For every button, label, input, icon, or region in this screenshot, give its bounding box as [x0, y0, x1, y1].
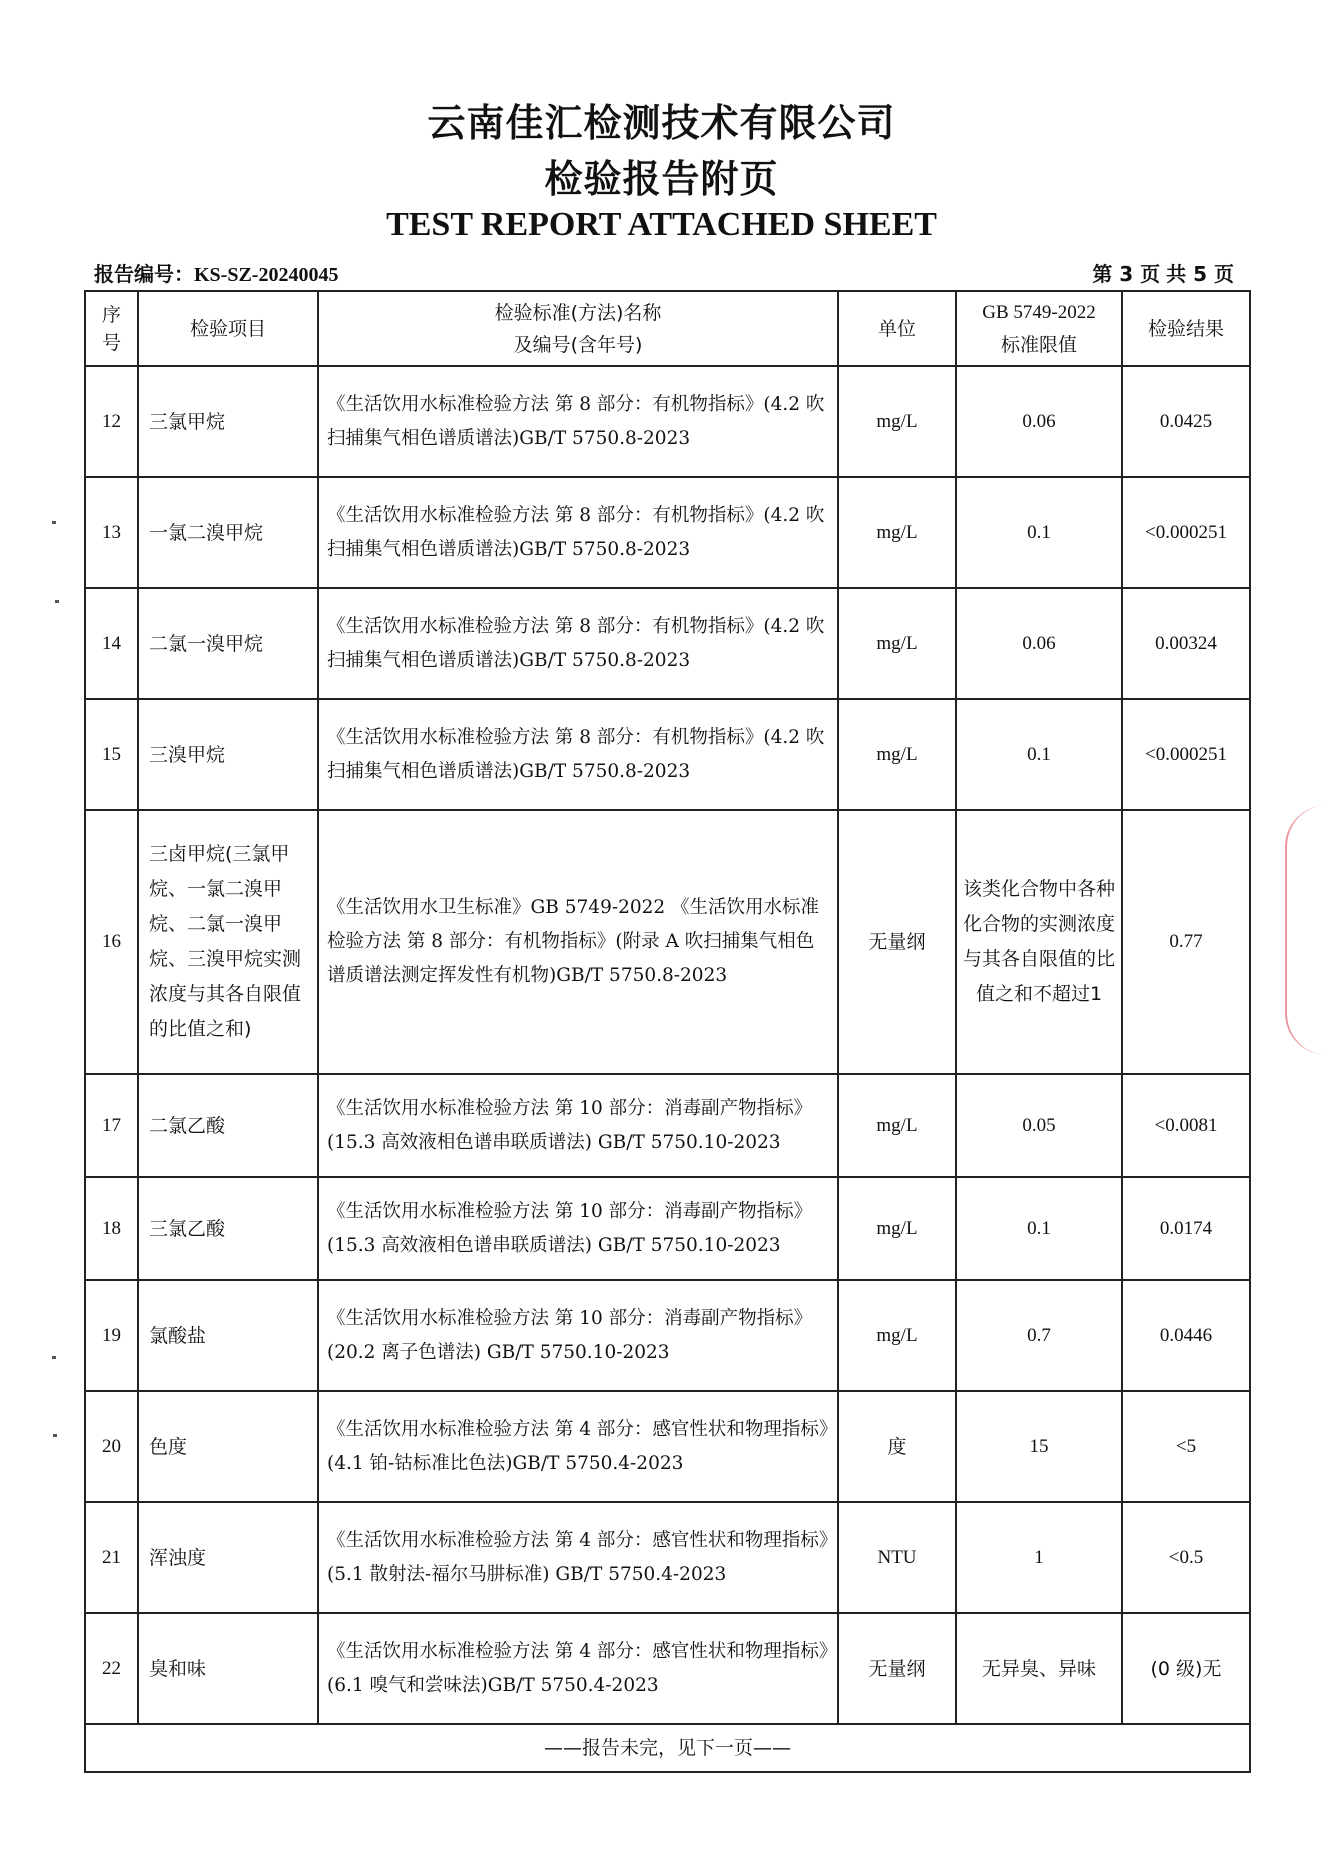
- row-limit: 无异臭、异味: [956, 1613, 1122, 1724]
- row-unit: mg/L: [838, 699, 956, 810]
- header-limit-line1: GB 5749-2022: [982, 301, 1096, 323]
- row-result: (0 级)无: [1122, 1613, 1250, 1724]
- header-method-line2: 及编号(含年号): [513, 333, 643, 356]
- row-limit: 0.05: [956, 1074, 1122, 1177]
- row-result: <5: [1122, 1391, 1250, 1502]
- header-item: 检验项目: [138, 291, 318, 366]
- row-method: 《生活饮用水标准检验方法 第 4 部分：感官性状和物理指标》(6.1 嗅气和尝味法)GB/T 5750.4-2023: [318, 1613, 838, 1724]
- row-result: <0.5: [1122, 1502, 1250, 1613]
- table-row: [85, 366, 1250, 477]
- row-item: 一氯二溴甲烷: [138, 477, 318, 588]
- row-limit: 15: [956, 1391, 1122, 1502]
- row-result: 0.77: [1122, 810, 1250, 1074]
- row-item: 三氯甲烷: [138, 366, 318, 477]
- table-row: [85, 477, 1250, 588]
- row-seq: 17: [85, 1074, 138, 1177]
- row-limit: 0.06: [956, 366, 1122, 477]
- row-method: 《生活饮用水标准检验方法 第 8 部分：有机物指标》(4.2 吹扫捕集气相色谱质谱法)GB/T 5750.8-2023: [318, 699, 838, 810]
- report-title-cn: 检验报告附页: [544, 157, 779, 201]
- row-unit: mg/L: [838, 1074, 956, 1177]
- report-continued-note: ——报告未完，见下一页——: [85, 1724, 1250, 1772]
- header-seq: [85, 291, 138, 366]
- row-limit: 该类化合物中各种化合物的实测浓度与其各自限值的比值之和不超过1: [956, 810, 1122, 1074]
- scan-speck: [55, 600, 59, 603]
- row-item: 臭和味: [138, 1613, 318, 1724]
- row-seq: 12: [85, 366, 138, 477]
- report-title-en: TEST REPORT ATTACHED SHEET: [386, 206, 937, 243]
- row-method: 《生活饮用水标准检验方法 第 8 部分：有机物指标》(4.2 吹扫捕集气相色谱质谱法)GB/T 5750.8-2023: [318, 366, 838, 477]
- row-method: 《生活饮用水标准检验方法 第 4 部分：感官性状和物理指标》(4.1 铂-钴标准比色法)GB/T 5750.4-2023: [318, 1391, 838, 1502]
- header-result: 检验结果: [1122, 291, 1250, 366]
- row-unit: mg/L: [838, 1177, 956, 1280]
- table-row: [85, 1502, 1250, 1613]
- row-method: 《生活饮用水标准检验方法 第 8 部分：有机物指标》(4.2 吹扫捕集气相色谱质谱法)GB/T 5750.8-2023: [318, 588, 838, 699]
- scan-speck: [52, 1356, 56, 1359]
- results-table: [84, 290, 1251, 1773]
- row-method: 《生活饮用水卫生标准》GB 5749-2022 《生活饮用水标准检验方法 第 8 部分：有机物指标》(附录 A 吹扫捕集气相色谱质谱法测定挥发性有机物)GB/T 5750.8-2023: [318, 810, 838, 1074]
- scan-speck: [53, 1434, 57, 1437]
- row-unit: 度: [838, 1391, 956, 1502]
- header-method-line1: 检验标准(方法)名称: [494, 301, 662, 324]
- page-indicator: [1086, 258, 1234, 287]
- row-seq: 22: [85, 1613, 138, 1724]
- row-unit: mg/L: [838, 366, 956, 477]
- row-limit: 1: [956, 1502, 1122, 1613]
- row-item: 二氯一溴甲烷: [138, 588, 318, 699]
- row-item: 三溴甲烷: [138, 699, 318, 810]
- row-method: 《生活饮用水标准检验方法 第 8 部分：有机物指标》(4.2 吹扫捕集气相色谱质谱法)GB/T 5750.8-2023: [318, 477, 838, 588]
- row-result: 0.0425: [1122, 366, 1250, 477]
- row-item: 浑浊度: [138, 1502, 318, 1613]
- seal-stamp-edge: [1285, 805, 1323, 1055]
- row-seq: 19: [85, 1280, 138, 1391]
- row-result: 0.00324: [1122, 588, 1250, 699]
- row-item: 二氯乙酸: [138, 1074, 318, 1177]
- table-row: [85, 1391, 1250, 1502]
- row-unit: 无量纲: [838, 1613, 956, 1724]
- row-result: 0.0174: [1122, 1177, 1250, 1280]
- row-seq: 21: [85, 1502, 138, 1613]
- row-item: 氯酸盐: [138, 1280, 318, 1391]
- table-header-row: [85, 291, 1250, 366]
- header-method: [318, 291, 838, 366]
- row-method: 《生活饮用水标准检验方法 第 10 部分：消毒副产物指标》(15.3 高效液相色谱串联质谱法) GB/T 5750.10-2023: [318, 1177, 838, 1280]
- company-name: 云南佳汇检测技术有限公司: [427, 101, 896, 145]
- row-limit: 0.7: [956, 1280, 1122, 1391]
- row-result: 0.0446: [1122, 1280, 1250, 1391]
- table-row: [85, 588, 1250, 699]
- row-item: 三氯乙酸: [138, 1177, 318, 1280]
- report-number-label: 报告编号：: [94, 262, 194, 286]
- row-seq: 15: [85, 699, 138, 810]
- row-method: 《生活饮用水标准检验方法 第 10 部分：消毒副产物指标》(15.3 高效液相色谱串联质谱法) GB/T 5750.10-2023: [318, 1074, 838, 1177]
- row-limit: 0.1: [956, 1177, 1122, 1280]
- scan-speck: [52, 521, 56, 524]
- row-unit: mg/L: [838, 588, 956, 699]
- row-limit: 0.06: [956, 588, 1122, 699]
- report-number-value: KS-SZ-20240045: [194, 264, 339, 286]
- page-total: 共 5 页: [1166, 262, 1234, 286]
- table-row: [85, 810, 1250, 1074]
- row-item: 三卤甲烷(三氯甲烷、一氯二溴甲烷、二氯一溴甲烷、三溴甲烷实测浓度与其各自限值的比值之和): [138, 810, 318, 1074]
- table-row: [85, 1074, 1250, 1177]
- row-unit: mg/L: [838, 477, 956, 588]
- report-number: [94, 258, 338, 287]
- header-limit-line2: 标准限值: [1000, 333, 1077, 356]
- table-row: [85, 1280, 1250, 1391]
- row-seq: 13: [85, 477, 138, 588]
- header-unit: 单位: [838, 291, 956, 366]
- report-meta: [94, 258, 1234, 286]
- row-seq: 20: [85, 1391, 138, 1502]
- row-unit: 无量纲: [838, 810, 956, 1074]
- row-limit: 0.1: [956, 699, 1122, 810]
- table-footer-row: [85, 1724, 1250, 1772]
- row-seq: 16: [85, 810, 138, 1074]
- row-unit: mg/L: [838, 1280, 956, 1391]
- header-limit: [956, 291, 1122, 366]
- table-row: [85, 1177, 1250, 1280]
- row-seq: 14: [85, 588, 138, 699]
- page-current: 第 3 页: [1092, 262, 1161, 286]
- row-result: <0.000251: [1122, 699, 1250, 810]
- row-item: 色度: [138, 1391, 318, 1502]
- row-method: 《生活饮用水标准检验方法 第 4 部分：感官性状和物理指标》(5.1 散射法-福尔马肼标准) GB/T 5750.4-2023: [318, 1502, 838, 1613]
- row-method: 《生活饮用水标准检验方法 第 10 部分：消毒副产物指标》(20.2 离子色谱法) GB/T 5750.10-2023: [318, 1280, 838, 1391]
- row-result: <0.000251: [1122, 477, 1250, 588]
- row-limit: 0.1: [956, 477, 1122, 588]
- row-result: <0.0081: [1122, 1074, 1250, 1177]
- table-row: [85, 699, 1250, 810]
- table-row: [85, 1613, 1250, 1724]
- row-seq: 18: [85, 1177, 138, 1280]
- header-seq-label: 序号: [101, 303, 121, 354]
- row-unit: NTU: [838, 1502, 956, 1613]
